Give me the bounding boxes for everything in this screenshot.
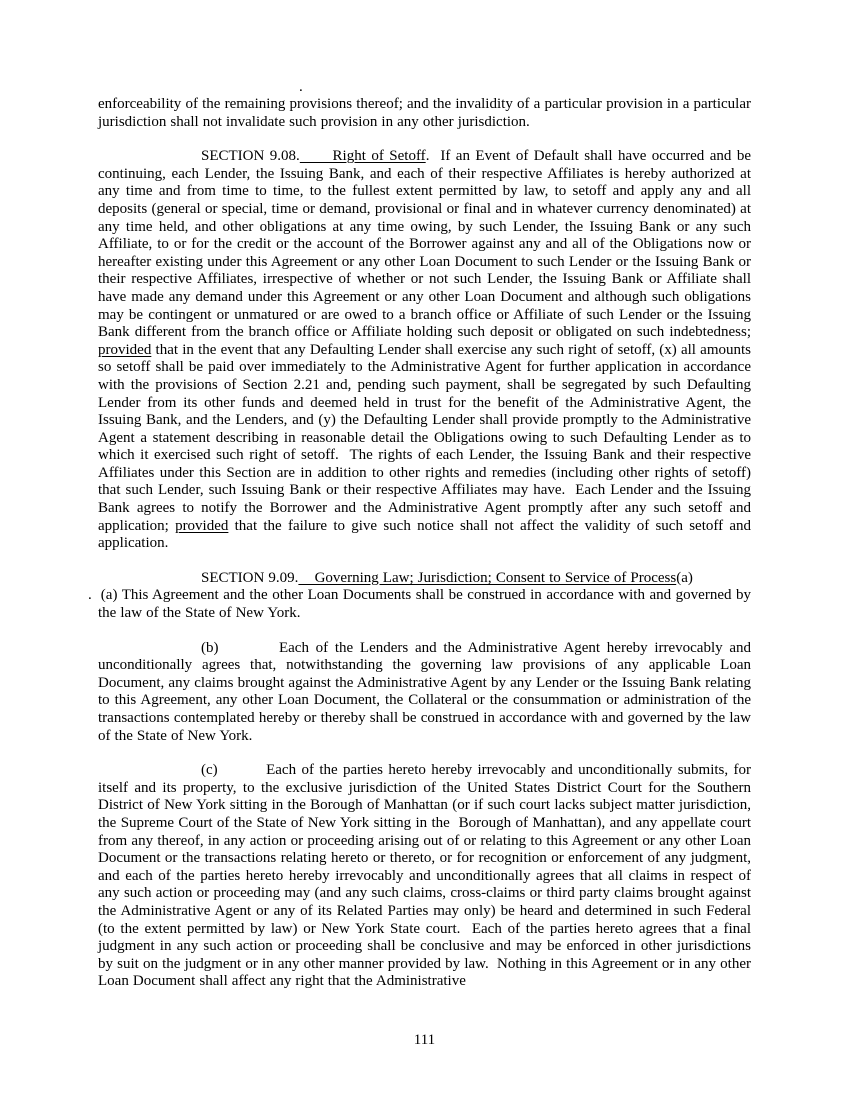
body-text [219,640,279,656]
page-number: 111 [413,1032,436,1048]
body-text: Each of the parties hereto hereby irrevocably and unconditionally submits, for itself and its property, to the exclusive jurisdiction of the United States District Court for the Southern District of New York sitting in the Borough of Manhattan (or if such court lacks subject matter jurisdiction, the Supreme Court of the State of New York sitting in the Borough of Manhattan), and any appellate court from any thereof, in any action or proceeding arising out of or relating to this Agreement or any other Loan Document or the transactions relating hereto or thereto, or for recognition or enforcement of any judgment, and each of the parties hereto hereby irrevocably and unconditionally agrees that all claims in respect of any such action or proceeding may (and any such claims, cross-claims or third party claims brought against the Administrative Agent or any of its Related Parties may only) be heard and determined in such Federal (to the extent permitted by law) or New York State court. Each of the parties hereto agrees that a final judgment in any such action or proceeding shall be conclusive and may be enforced in other jurisdictions by suit on the judgment or in any other manner provided by law. Nothing in this Agreement or in any other Loan Document shall affect any right that the Administrative [98,762,751,990]
section-9-08-paragraph [98,148,751,553]
underlined-text: Governing Law; Jurisdiction; Consent to Service of Process [298,569,677,586]
body-text: enforceability of the remaining provisions thereof; and the invalidity of a particular provision in a particular jurisdiction shall not invalidate such provision in any other jurisdiction. [98,96,751,130]
body-text: Each of the Lenders and the Administrative Agent hereby irrevocably and unconditionally agrees that, notwithstanding the governing law provisions of any applicable Loan Document, any claims brought against the Administrative Agent by any Lender or the Issuing Bank relating to this Agreement, any other Loan Document, the Collateral or the consummation or administration of the transactions contemplated hereby or thereby shall be construed in accordance with and governed by the law of the State of New York. [98,639,751,744]
continuation-paragraph [98,96,751,131]
body-text: that in the event that any Defaulting Lender shall exercise any such right of setoff, (x) all amounts so setoff shall be paid over immediately to the Administrative Agent for further application in accordance with the provisions of Section 2.21 and, pending such payment, shall be segregated by such Defaulting Lender from its other funds and deemed held in trust for the benefit of the Administrative Agent, the Issuing Bank, and the Lenders, and (y) the Defaulting Lender shall provide promptly to the Administrative Agent a statement describing in reasonable detail the Obligations owing to such Defaulting Lender as to which it exercised such right of setoff. The rights of each Lender, the Issuing Bank and their respective Affiliates under this Section are in addition to other rights and remedies (including other rights of setoff) that such Lender, such Issuing Bank or their respective Affiliates may have. Each Lender and the Issuing Bank agrees to notify the Borrower and the Administrative Agent promptly after any such setoff and application; [98,341,751,534]
body-text: (b) [201,639,219,656]
body-text: SECTION 9.09. [201,569,299,586]
section-9-09-paragraph-a [88,587,751,622]
body-text: (c) [201,762,218,779]
body-text: SECTION 9.08. [201,148,300,165]
body-text: (a) [676,569,693,586]
body-text [218,762,266,778]
section-9-09-paragraph-b [98,640,751,746]
stray-dot-mark: . [299,79,303,95]
body-text: . (a) This Agreement and the other Loan Documents shall be construed in accordance with and governed by the law of the State of New York. [88,587,751,622]
document-text-block [88,96,751,1008]
body-text: that the failure to give such notice shall not affect the validity of such setoff and application. [98,517,751,552]
underlined-text: provided [175,517,229,534]
underlined-text: Right of Setoff [299,148,426,165]
section-9-09-paragraph-c [98,762,751,991]
body-text: . If an Event of Default shall have occurred and be continuing, each Lender, the Issuing Bank, and each of their respective Affiliates is hereby authorized at any time and from time to time, to the fullest extent permitted by law, to setoff and apply any and all deposits (general or special, time or demand, provisional or final and in whatever currency denominated) at any time held, and other obligations at any time owing, by such Lender, the Issuing Bank or any such Affiliate, to or for the credit or the account of the Borrower against any and all of the Obligations now or hereafter existing under this Agreement or any other Loan Document to such Lender or the Issuing Bank or their respective Affiliates, irrespective of whether or not such Lender, the Issuing Bank or Affiliate shall have made any demand under this Agreement or any other Loan Document and although such obligations may be contingent or unmatured or are owed to a branch office or Affiliate of such Lender or the Issuing Bank different from the branch office or Affiliate holding such deposit or obligated on such indebtedness; [98,148,751,341]
underlined-text: provided [98,341,152,358]
section-9-09-heading [98,570,751,588]
